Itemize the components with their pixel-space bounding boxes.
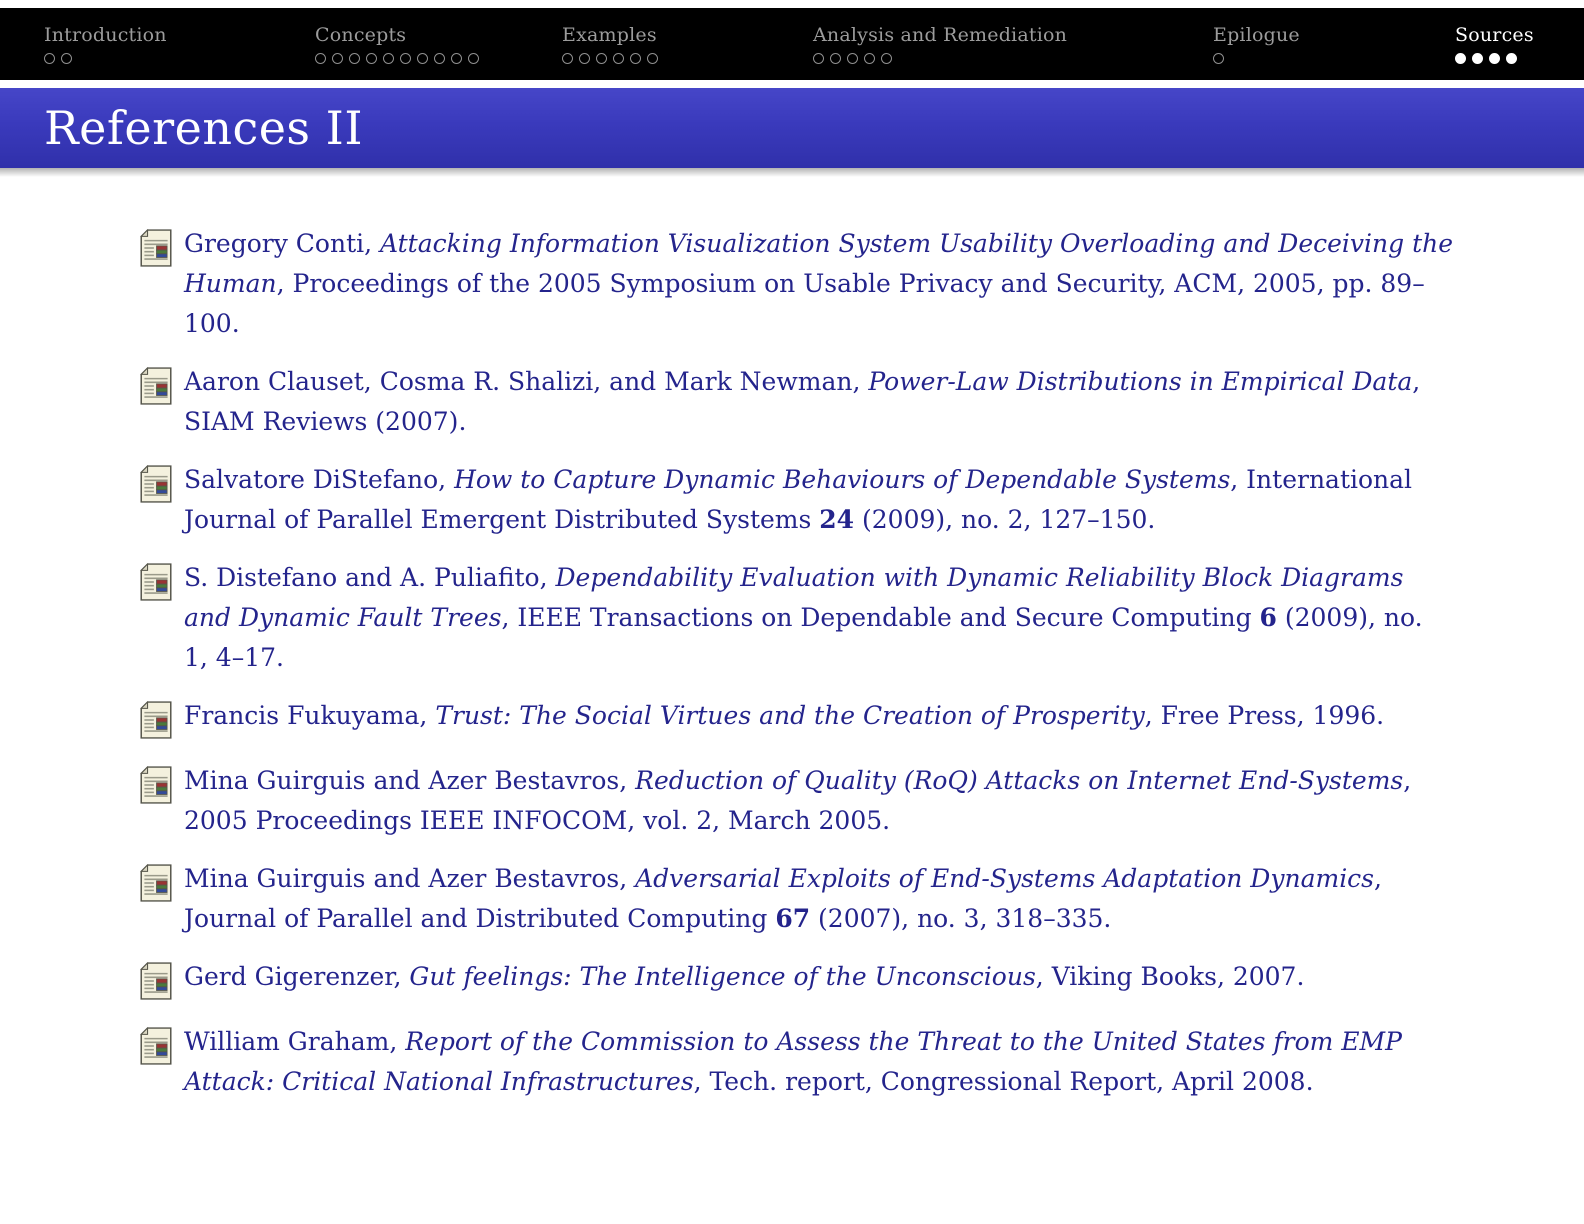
reference-text: [184, 696, 1454, 736]
reference-item: [140, 1022, 1524, 1102]
nav-frame-dot[interactable]: [434, 53, 445, 64]
nav-section-introduction: [44, 24, 167, 64]
reference-segment: Gerd Gigerenzer,: [184, 962, 410, 991]
reference-text: [184, 957, 1454, 997]
reference-text: [184, 1022, 1454, 1102]
reference-text: [184, 859, 1454, 939]
reference-segment: , International Journal of Parallel Emergent Distributed Systems: [184, 465, 1413, 534]
nav-section-link[interactable]: Analysis and Remediation: [813, 24, 1068, 46]
nav-section-sources: [1455, 24, 1534, 64]
article-icon: [140, 696, 184, 743]
reference-segment: , Free Press, 1996.: [1144, 701, 1385, 730]
article-icon: [140, 859, 184, 906]
reference-segment: Gut feelings: The Intelligence of the Unconscious: [409, 962, 1036, 991]
reference-segment: 67: [775, 904, 811, 933]
article-icon: [140, 957, 184, 1004]
reference-segment: , SIAM Reviews (2007).: [184, 367, 1421, 436]
nav-frame-dot[interactable]: [562, 53, 573, 64]
nav-frame-dot[interactable]: [1472, 53, 1483, 64]
reference-segment: Gregory Conti,: [184, 229, 381, 258]
reference-segment: , Proceedings of the 2005 Symposium on Usable Privacy and Security, ACM, 2005, pp. 89–100.: [184, 269, 1425, 338]
reference-text: [184, 558, 1454, 678]
reference-segment: Reduction of Quality (RoQ) Attacks on Internet End-Systems: [635, 766, 1404, 795]
nav-dots: [315, 53, 485, 64]
nav-frame-dot[interactable]: [400, 53, 411, 64]
article-icon: [140, 761, 184, 808]
nav-frame-dot[interactable]: [366, 53, 377, 64]
nav-frame-dot[interactable]: [1455, 53, 1466, 64]
reference-segment: Mina Guirguis and Azer Bestavros,: [184, 766, 636, 795]
reference-segment: , Tech. report, Congressional Report, April 2008.: [693, 1067, 1314, 1096]
nav-frame-dot[interactable]: [847, 53, 858, 64]
nav-frame-dot[interactable]: [383, 53, 394, 64]
reference-segment: , 2005 Proceedings IEEE INFOCOM, vol. 2, March 2005.: [184, 766, 1412, 835]
nav-section-link[interactable]: Introduction: [44, 24, 167, 46]
reference-segment: (2009), no. 1, 4–17.: [184, 603, 1423, 672]
reference-segment: (2009), no. 2, 127–150.: [854, 505, 1156, 534]
article-icon: [140, 460, 184, 507]
reference-segment: How to Capture Dynamic Behaviours of Dependable Systems: [454, 465, 1231, 494]
article-icon: [140, 224, 184, 271]
reference-item: [140, 859, 1524, 939]
nav-frame-dot[interactable]: [451, 53, 462, 64]
reference-item: [140, 761, 1524, 841]
navigation-bar: [0, 8, 1584, 80]
nav-frame-dot[interactable]: [1506, 53, 1517, 64]
reference-item: [140, 224, 1524, 344]
reference-segment: 24: [819, 505, 855, 534]
nav-section-examples: [562, 24, 664, 64]
reference-segment: Dependability Evaluation with Dynamic Reliability Block Diagrams and Dynamic Fault Trees: [184, 563, 1404, 632]
nav-section-link[interactable]: Examples: [562, 24, 657, 46]
reference-segment: , Viking Books, 2007.: [1035, 962, 1305, 991]
reference-segment: Salvatore DiStefano,: [184, 465, 455, 494]
nav-frame-dot[interactable]: [830, 53, 841, 64]
nav-frame-dot[interactable]: [332, 53, 343, 64]
reference-segment: , Journal of Parallel and Distributed Computing: [184, 864, 1382, 933]
nav-section-link[interactable]: Sources: [1455, 24, 1534, 46]
nav-frame-dot[interactable]: [881, 53, 892, 64]
reference-segment: Mina Guirguis and Azer Bestavros,: [184, 864, 636, 893]
nav-frame-dot[interactable]: [349, 53, 360, 64]
reference-text: [184, 362, 1454, 442]
reference-segment: Report of the Commission to Assess the Threat to the United States from EMP Attack: Critical National Infrastructures: [184, 1027, 1402, 1096]
nav-section-concepts: [315, 24, 485, 64]
nav-dots: [813, 53, 1067, 64]
reference-segment: Aaron Clauset, Cosma R. Shalizi, and Mark Newman,: [184, 367, 869, 396]
reference-segment: Adversarial Exploits of End-Systems Adaptation Dynamics: [635, 864, 1375, 893]
reference-segment: (2007), no. 3, 318–335.: [810, 904, 1112, 933]
reference-text: [184, 761, 1454, 841]
nav-frame-dot[interactable]: [647, 53, 658, 64]
references-list: [0, 168, 1584, 1120]
reference-item: [140, 558, 1524, 678]
frame-title: References II: [44, 101, 363, 155]
nav-dots: [1455, 53, 1534, 64]
nav-dots: [1213, 53, 1300, 64]
article-icon: [140, 362, 184, 409]
nav-section-link[interactable]: Concepts: [315, 24, 407, 46]
reference-text: [184, 460, 1454, 540]
nav-frame-dot[interactable]: [596, 53, 607, 64]
nav-frame-dot[interactable]: [44, 53, 55, 64]
nav-frame-dot[interactable]: [417, 53, 428, 64]
reference-segment: , IEEE Transactions on Dependable and Secure Computing: [501, 603, 1260, 632]
nav-frame-dot[interactable]: [1213, 53, 1224, 64]
nav-frame-dot[interactable]: [579, 53, 590, 64]
reference-item: [140, 362, 1524, 442]
nav-section-analysis-and-remediation: [813, 24, 1067, 64]
nav-frame-dot[interactable]: [630, 53, 641, 64]
nav-frame-dot[interactable]: [813, 53, 824, 64]
nav-section-link[interactable]: Epilogue: [1213, 24, 1300, 46]
frame-title-bar: [0, 88, 1584, 168]
nav-frame-dot[interactable]: [613, 53, 624, 64]
article-icon: [140, 1022, 184, 1069]
reference-segment: Power-Law Distributions in Empirical Data: [868, 367, 1413, 396]
nav-frame-dot[interactable]: [1489, 53, 1500, 64]
reference-text: [184, 224, 1454, 344]
nav-dots: [44, 53, 167, 64]
nav-frame-dot[interactable]: [315, 53, 326, 64]
nav-dots: [562, 53, 664, 64]
reference-item: [140, 460, 1524, 540]
nav-frame-dot[interactable]: [864, 53, 875, 64]
reference-segment: William Graham,: [184, 1027, 406, 1056]
reference-item: [140, 696, 1524, 743]
nav-frame-dot[interactable]: [61, 53, 72, 64]
reference-segment: Attacking Information Visualization System Usability Overloading and Deceiving the Human: [184, 229, 1454, 298]
reference-segment: 6: [1259, 603, 1277, 632]
reference-segment: S. Distefano and A. Puliafito,: [184, 563, 556, 592]
reference-segment: Trust: The Social Virtues and the Creation of Prosperity: [435, 701, 1145, 730]
nav-frame-dot[interactable]: [468, 53, 479, 64]
reference-item: [140, 957, 1524, 1004]
nav-section-epilogue: [1213, 24, 1300, 64]
article-icon: [140, 558, 184, 605]
reference-segment: Francis Fukuyama,: [184, 701, 436, 730]
